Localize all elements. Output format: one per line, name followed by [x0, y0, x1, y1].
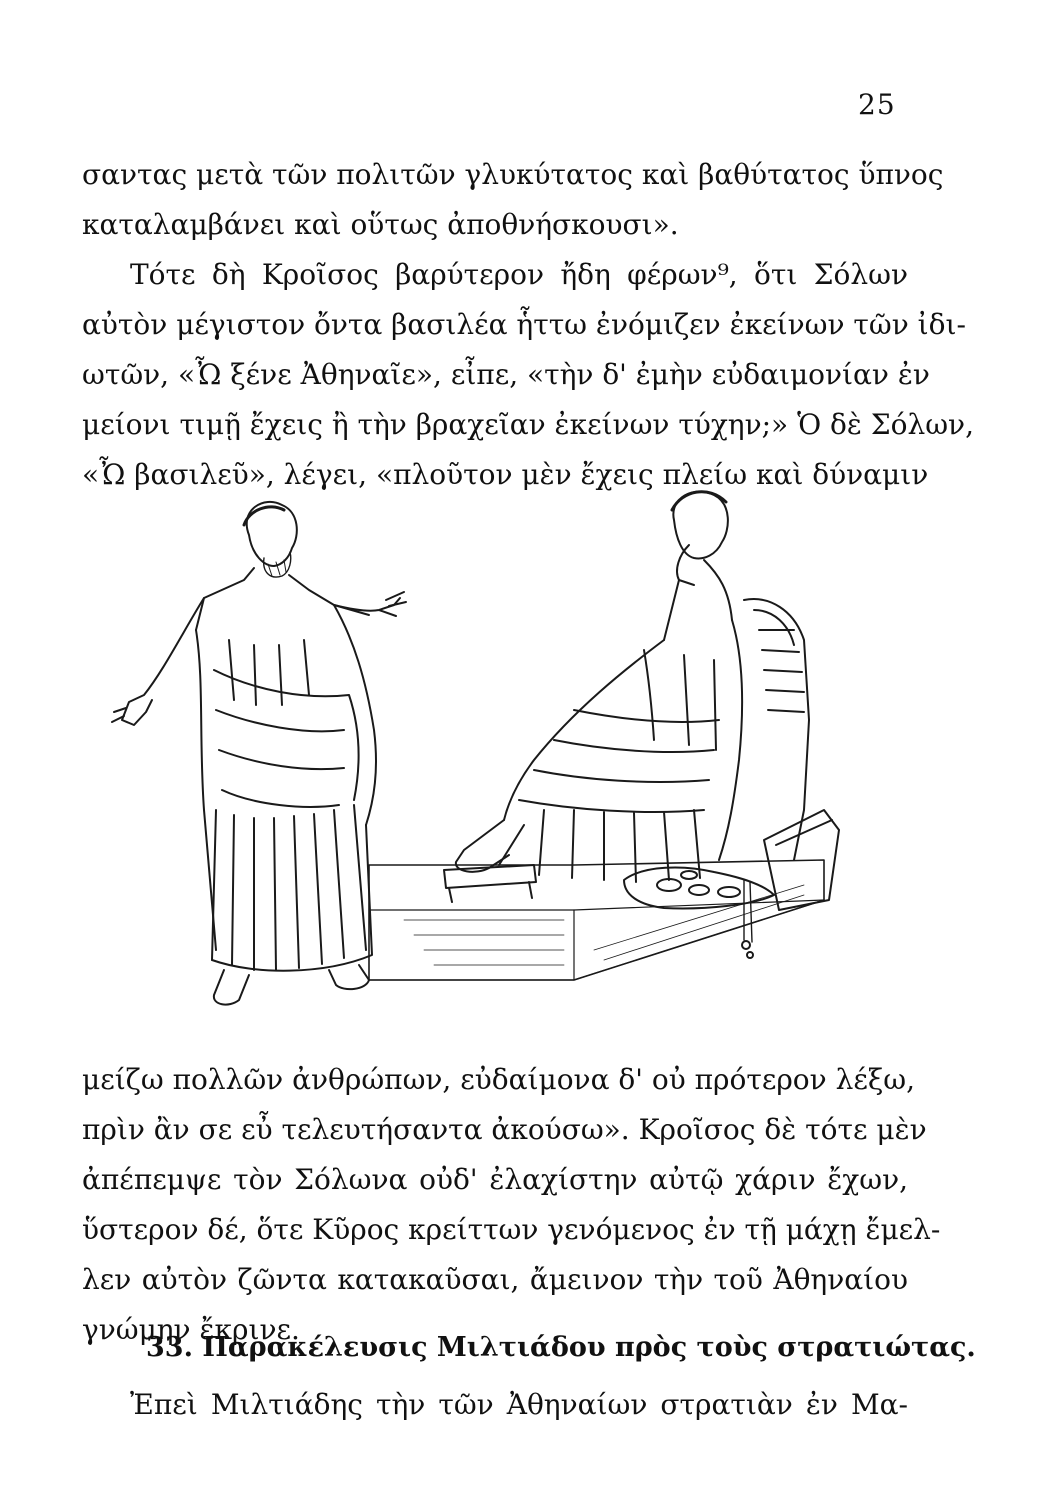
text-line: ἀπέπεμψε τὸν Σόλωνα οὐδ' ἐλαχίστην αὐτῷ χάριν ἔχων, — [82, 1163, 908, 1196]
text-line: «Ὦ βασιλεῦ», λέγει, «πλοῦτον μὲν ἔχεις πλείω καὶ δύναμιν — [82, 458, 929, 491]
text-line: καταλαμβάνει καὶ οὕτως ἀποθνήσκουσι». — [82, 208, 679, 241]
page-number: 25 — [858, 88, 896, 121]
paragraph-bottom — [82, 1055, 941, 1355]
text-line: μείονι τιμῇ ἔχεις ἢ τὴν βραχεῖαν ἐκείνων τύχην;» Ὁ δὲ Σόλων, — [82, 408, 974, 441]
solon-and-croesus-engraving-icon — [104, 480, 864, 1040]
croesus-figure — [444, 492, 839, 958]
text-line: ωτῶν, «Ὦ ξένε Ἀθηναῖε», εἶπε, «τὴν δ' ἐμὴν εὐδαιμονίαν ἐν — [82, 358, 930, 391]
text-line: ὕστερον δέ, ὅτε Κῦρος κρείττων γενόμενος ἐν τῇ μάχῃ ἔμελ- — [82, 1213, 941, 1246]
solon-figure — [112, 502, 406, 1005]
text-line: αὐτὸν μέγιστον ὄντα βασιλέα ἧττω ἐνόμιζεν ἐκείνων τῶν ἰδι- — [82, 308, 966, 341]
text-line: λεν αὐτὸν ζῶντα κατακαῦσαι, ἄμεινον τὴν τοῦ Ἀθηναίου — [82, 1263, 908, 1296]
text-line: πρὶν ἂν σε εὖ τελευτήσαντα ἀκούσω». Κροῖσος δὲ τότε μὲν — [82, 1113, 927, 1146]
text-line: Τότε δὴ Κροῖσος βαρύτερον ἤδη φέρων⁹, ὅτι Σόλων — [130, 258, 908, 291]
paragraph-next — [82, 1380, 908, 1430]
dais — [369, 860, 824, 980]
section-heading: 33. Παρακέλευσις Μιλτιάδου πρὸς τοὺς στρατιώτας. — [146, 1332, 976, 1363]
paragraph-top — [82, 150, 974, 500]
text-line: γνώμην ἔκρινε. — [82, 1313, 300, 1346]
text-line: σαντας μετὰ τῶν πολιτῶν γλυκύτατος καὶ βαθύτατος ὕπνος — [82, 158, 944, 191]
text-line: μείζω πολλῶν ἀνθρώπων, εὐδαίμονα δ' οὐ πρότερον λέξω, — [82, 1063, 915, 1096]
text-line: Ἐπεὶ Μιλτιάδης τὴν τῶν Ἀθηναίων στρατιὰν ἐν Μα- — [130, 1388, 908, 1421]
